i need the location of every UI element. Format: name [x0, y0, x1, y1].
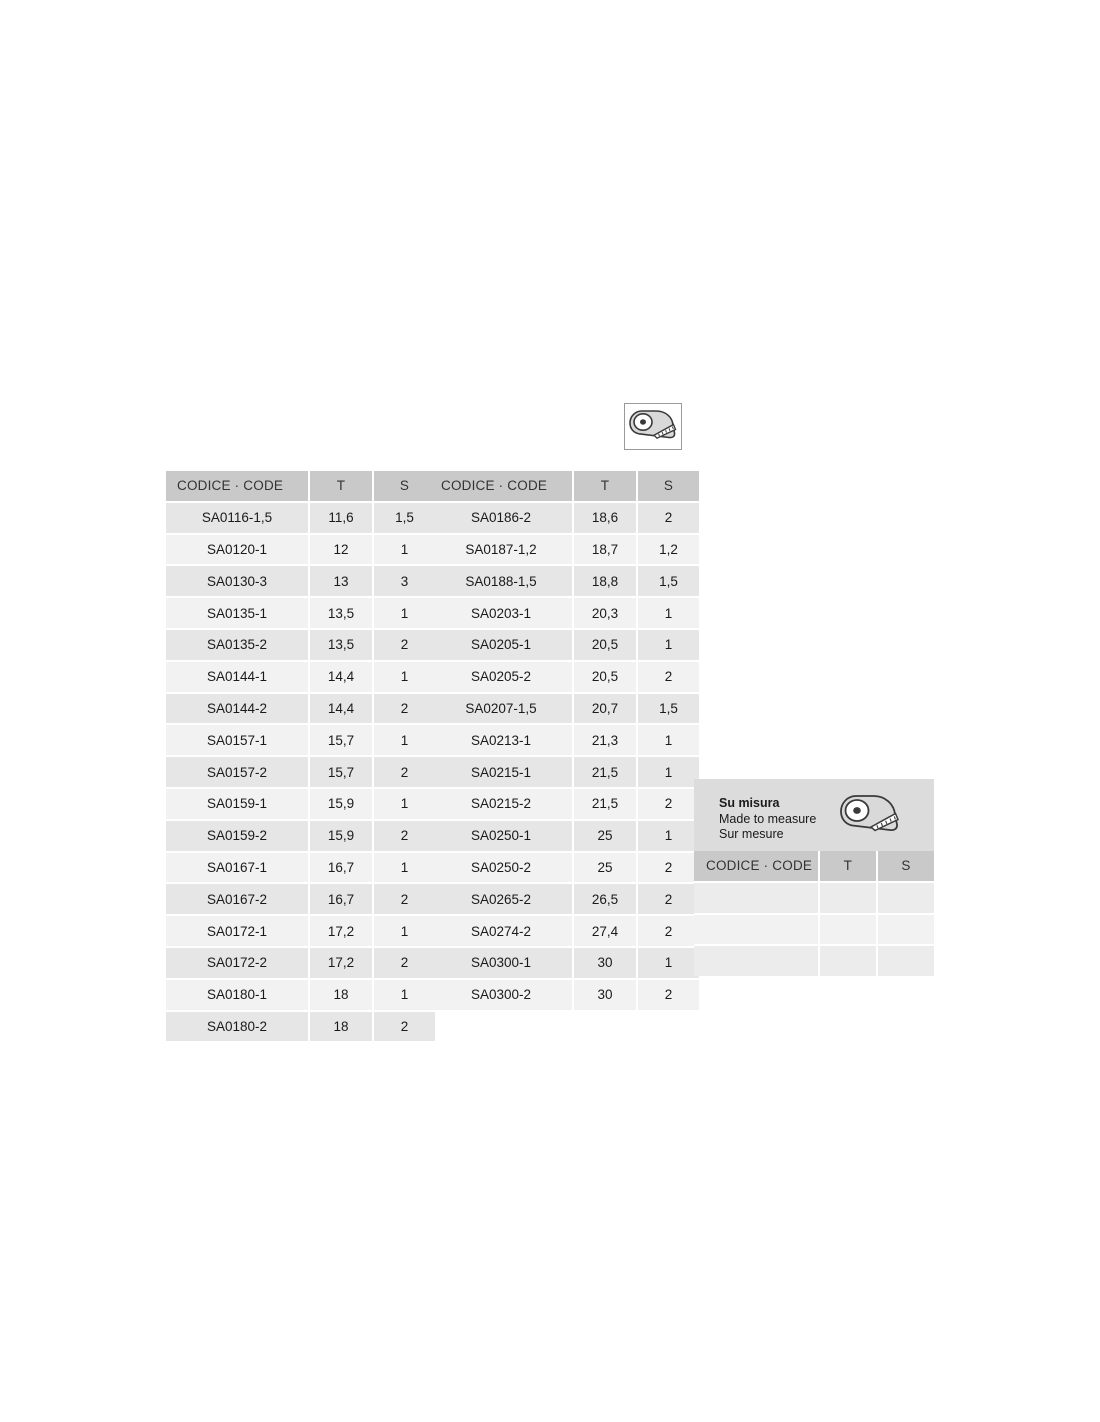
cell-t-empty[interactable]: [819, 914, 877, 946]
table-row-empty[interactable]: [694, 882, 934, 914]
cell-t: 13: [309, 565, 373, 597]
table-row: [430, 756, 699, 788]
table-row: [430, 534, 699, 566]
cell-s: 2: [373, 756, 435, 788]
cell-t: 20,3: [573, 597, 637, 629]
cell-s: 1: [373, 661, 435, 693]
cell-code: SA0188-1,5: [430, 565, 573, 597]
cell-t: 25: [573, 820, 637, 852]
column-header-t: T: [573, 471, 637, 502]
cell-code: SA0300-1: [430, 947, 573, 979]
cell-code: SA0215-2: [430, 788, 573, 820]
cell-code: SA0159-1: [166, 788, 309, 820]
cell-code-empty[interactable]: [694, 914, 819, 946]
cell-t: 14,4: [309, 661, 373, 693]
cell-s: 1,2: [637, 534, 699, 566]
cell-s: 1: [373, 534, 435, 566]
cell-t: 30: [573, 947, 637, 979]
cell-code: SA0172-2: [166, 947, 309, 979]
cell-s: 2: [373, 947, 435, 979]
cell-s-empty[interactable]: [877, 914, 934, 946]
cell-code: SA0144-1: [166, 661, 309, 693]
table-row: [430, 629, 699, 661]
cell-code: SA0274-2: [430, 915, 573, 947]
cell-s: 1,5: [637, 565, 699, 597]
cell-s: 2: [373, 629, 435, 661]
cell-code: SA0116-1,5: [166, 502, 309, 534]
table-row: [166, 724, 435, 756]
table-row: [430, 820, 699, 852]
cell-s: 1: [373, 597, 435, 629]
table-row: [166, 565, 435, 597]
cell-code: SA0167-2: [166, 883, 309, 915]
cell-code: SA0167-1: [166, 852, 309, 884]
made-to-measure-header: [694, 779, 934, 851]
column-header-code: CODICE · CODE: [430, 471, 573, 502]
table-row: [430, 883, 699, 915]
tape-measure-icon-wrapper: [838, 791, 908, 848]
made-to-measure-labels: [719, 796, 816, 843]
table-row: [166, 597, 435, 629]
cell-s: 1,5: [637, 693, 699, 725]
table-row: [166, 788, 435, 820]
table-row-empty[interactable]: [694, 945, 934, 976]
column-header-code: CODICE · CODE: [694, 851, 819, 882]
table-row: [430, 788, 699, 820]
cell-s: 1: [373, 788, 435, 820]
table-row: [430, 597, 699, 629]
cell-code: SA0180-1: [166, 979, 309, 1011]
code-table-left: [166, 471, 435, 1041]
table-row: [166, 820, 435, 852]
column-header-s: S: [373, 471, 435, 502]
cell-s: 1: [373, 979, 435, 1011]
cell-s: 2: [637, 883, 699, 915]
table-row: [430, 565, 699, 597]
cell-t: 27,4: [573, 915, 637, 947]
cell-t: 18: [309, 1011, 373, 1042]
label-made-to-measure: Made to measure: [719, 811, 817, 826]
cell-s: 2: [637, 502, 699, 534]
cell-code: SA0180-2: [166, 1011, 309, 1042]
cell-s: 1: [637, 629, 699, 661]
table-row: [166, 502, 435, 534]
table-row: [166, 693, 435, 725]
cell-t: 18,7: [573, 534, 637, 566]
table-header-row: [694, 851, 934, 882]
cell-t: 30: [573, 979, 637, 1010]
cell-s-empty[interactable]: [877, 882, 934, 914]
cell-s: 2: [637, 661, 699, 693]
table-row-empty[interactable]: [694, 914, 934, 946]
cell-t: 13,5: [309, 629, 373, 661]
table-row: [430, 979, 699, 1010]
cell-code: SA0186-2: [430, 502, 573, 534]
cell-code: SA0157-2: [166, 756, 309, 788]
cell-t: 18,8: [573, 565, 637, 597]
column-header-s: S: [637, 471, 699, 502]
cell-code: SA0157-1: [166, 724, 309, 756]
table-row: [166, 534, 435, 566]
cell-t-empty[interactable]: [819, 945, 877, 976]
cell-s-empty[interactable]: [877, 945, 934, 976]
table-row: [430, 693, 699, 725]
cell-s: 2: [637, 915, 699, 947]
cell-s: 2: [373, 883, 435, 915]
cell-s: 1: [637, 820, 699, 852]
cell-s: 2: [637, 979, 699, 1010]
cell-t: 25: [573, 852, 637, 884]
cell-code: SA0187-1,2: [430, 534, 573, 566]
cell-t: 16,7: [309, 883, 373, 915]
cell-t: 14,4: [309, 693, 373, 725]
cell-code: SA0207-1,5: [430, 693, 573, 725]
table-row: [166, 915, 435, 947]
column-header-t: T: [819, 851, 877, 882]
cell-code: SA0120-1: [166, 534, 309, 566]
cell-s: 3: [373, 565, 435, 597]
cell-t: 17,2: [309, 947, 373, 979]
cell-t: 20,5: [573, 661, 637, 693]
cell-t: 15,7: [309, 756, 373, 788]
table-row: [430, 915, 699, 947]
cell-t: 26,5: [573, 883, 637, 915]
cell-s: 2: [373, 1011, 435, 1042]
table-row: [166, 883, 435, 915]
table-header-row: [166, 471, 435, 502]
table-row: [430, 502, 699, 534]
cell-t: 15,9: [309, 820, 373, 852]
cell-t: 21,5: [573, 788, 637, 820]
cell-t: 20,7: [573, 693, 637, 725]
cell-t: 15,7: [309, 724, 373, 756]
tape-measure-icon: [625, 404, 681, 449]
cell-code: SA0250-2: [430, 852, 573, 884]
cell-code: SA0250-1: [430, 820, 573, 852]
table-row: [166, 947, 435, 979]
table-row: [430, 852, 699, 884]
cell-t: 18,6: [573, 502, 637, 534]
column-header-code: CODICE · CODE: [166, 471, 309, 502]
cell-s: 1,5: [373, 502, 435, 534]
code-table-right: [430, 471, 699, 1010]
cell-code: SA0172-1: [166, 915, 309, 947]
cell-s: 2: [637, 852, 699, 884]
cell-code: SA0265-2: [430, 883, 573, 915]
tape-measure-icon: [838, 791, 908, 843]
table-row: [430, 661, 699, 693]
cell-code: SA0135-1: [166, 597, 309, 629]
cell-code: SA0135-2: [166, 629, 309, 661]
tape-measure-icon-box: [624, 403, 682, 450]
cell-code: SA0213-1: [430, 724, 573, 756]
cell-t: 20,5: [573, 629, 637, 661]
table-row: [166, 852, 435, 884]
cell-t: 17,2: [309, 915, 373, 947]
table-row: [430, 724, 699, 756]
column-header-t: T: [309, 471, 373, 502]
cell-s: 2: [373, 820, 435, 852]
table-row: [430, 947, 699, 979]
cell-t: 18: [309, 979, 373, 1011]
cell-code-empty[interactable]: [694, 882, 819, 914]
cell-code: SA0144-2: [166, 693, 309, 725]
table-header-row: [430, 471, 699, 502]
cell-s: 1: [637, 947, 699, 979]
cell-t: 21,5: [573, 756, 637, 788]
cell-t: 11,6: [309, 502, 373, 534]
cell-s: 1: [373, 915, 435, 947]
cell-t: 16,7: [309, 852, 373, 884]
cell-t: 21,3: [573, 724, 637, 756]
cell-code: SA0300-2: [430, 979, 573, 1010]
cell-code: SA0205-2: [430, 661, 573, 693]
cell-s: 2: [637, 788, 699, 820]
cell-t: 15,9: [309, 788, 373, 820]
label-sur-mesure: Sur mesure: [719, 827, 784, 841]
cell-s: 1: [373, 724, 435, 756]
cell-t-empty[interactable]: [819, 882, 877, 914]
cell-s: 1: [637, 724, 699, 756]
table-row: [166, 1011, 435, 1042]
cell-t: 13,5: [309, 597, 373, 629]
cell-code: SA0203-1: [430, 597, 573, 629]
cell-s: 1: [373, 852, 435, 884]
cell-s: 2: [373, 693, 435, 725]
table-row: [166, 661, 435, 693]
cell-code: SA0159-2: [166, 820, 309, 852]
cell-s: 1: [637, 756, 699, 788]
cell-s: 1: [637, 597, 699, 629]
cell-code: SA0130-3: [166, 565, 309, 597]
column-header-s: S: [877, 851, 934, 882]
table-row: [166, 756, 435, 788]
label-su-misura: Su misura: [719, 796, 780, 810]
cell-code: SA0215-1: [430, 756, 573, 788]
cell-code-empty[interactable]: [694, 945, 819, 976]
made-to-measure-panel: [694, 779, 934, 976]
made-to-measure-table: [694, 851, 934, 976]
cell-code: SA0205-1: [430, 629, 573, 661]
table-row: [166, 629, 435, 661]
table-row: [166, 979, 435, 1011]
cell-t: 12: [309, 534, 373, 566]
